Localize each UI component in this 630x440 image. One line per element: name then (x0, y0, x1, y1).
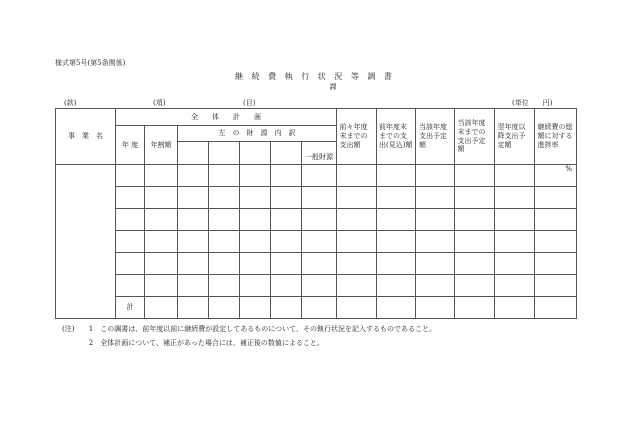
funding-source-cell (271, 142, 302, 165)
department-label: 課 (329, 83, 337, 91)
funding-source-cell (178, 142, 209, 165)
notes (62, 322, 436, 350)
funding-breakdown-header: 左 の 財 源 内 訳 (178, 126, 337, 142)
progress-rate-header: 継続費の総額に対する進捗率 (535, 109, 577, 165)
form-number: 様式第5号(第5条関係) (55, 59, 126, 67)
execution-status-table (55, 108, 577, 319)
project-name-header: 事 業 名 (56, 109, 116, 165)
current-year-planned-header: 当該年度支出予定額 (416, 109, 455, 165)
table-row (56, 275, 577, 297)
unit-label: (単位 円) (512, 99, 553, 107)
prior-year-expenditure-header: 前々年度末までの支出額 (337, 109, 377, 165)
kou-label: (項) (153, 99, 166, 107)
project-name-cell (56, 165, 116, 319)
note-item-2: 2 全体計画について、補正があった場合には、補正後の数値によること。 (88, 339, 324, 347)
next-year-onward-header: 翌年度以降支出予定額 (495, 109, 535, 165)
fiscal-year-header: 年 度 (116, 126, 145, 165)
table-row (56, 253, 577, 275)
moku-label: (目) (243, 99, 256, 107)
notes-prefix: (注) (62, 325, 75, 333)
prior-fy-end-expenditure-header: 前年度末までの支出(見込)額 (377, 109, 416, 165)
table-row (56, 231, 577, 253)
current-fy-end-planned-header: 当該年度末までの支出予定額 (455, 109, 495, 165)
kan-label: (款) (64, 99, 77, 107)
funding-source-cell (209, 142, 240, 165)
total-label: 計 (116, 297, 145, 319)
percent-unit: % (535, 165, 577, 187)
table-row (56, 165, 577, 187)
total-row (56, 297, 577, 319)
overall-plan-header: 全 体 計 画 (116, 109, 337, 126)
table-row (56, 187, 577, 209)
note-item-1: (注) 1 この調書は、前年度以前に継続費が設定してあるものについて、その執行状況を記入するものであること。 (62, 322, 436, 336)
general-funds-header: 一般財源 (302, 142, 337, 165)
document-title: 継 続 費 執 行 状 況 等 調 書 (235, 72, 395, 81)
funding-source-cell (240, 142, 271, 165)
table-row (56, 209, 577, 231)
annual-amount-header: 年割額 (145, 126, 178, 165)
